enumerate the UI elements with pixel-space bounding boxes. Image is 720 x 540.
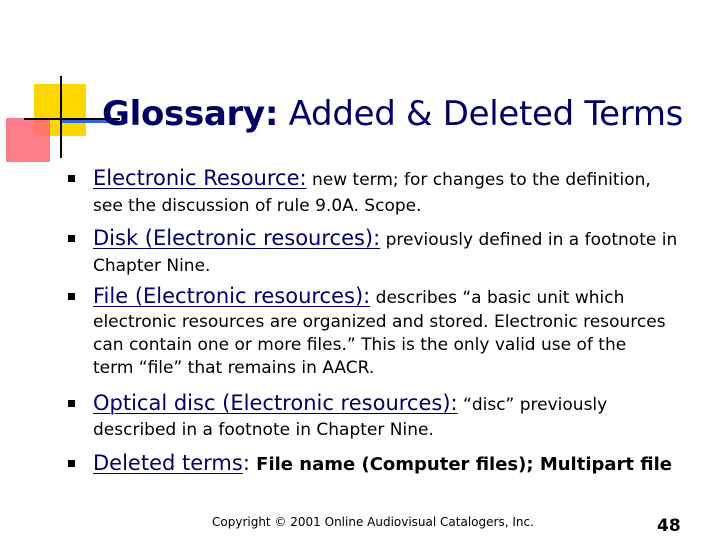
bullet-marker bbox=[68, 235, 75, 242]
bullet-line bbox=[93, 227, 677, 251]
bullet-line-continued: see the discussion of rule 9.0A. Scope. bbox=[93, 196, 422, 216]
bullet-text: previously defined in a footnote in bbox=[380, 230, 678, 250]
bullet-line bbox=[93, 392, 607, 416]
bullet-line bbox=[93, 167, 651, 191]
logo-black-vertical-line bbox=[60, 76, 62, 158]
bullet-marker bbox=[68, 175, 75, 182]
slide-title bbox=[102, 94, 683, 134]
bullet-line-continued: Chapter Nine. bbox=[93, 256, 211, 276]
bullet-line bbox=[93, 285, 624, 309]
slide-logo-decoration bbox=[0, 0, 120, 170]
bullet-marker bbox=[68, 400, 75, 407]
page-number: 48 bbox=[657, 516, 681, 536]
bullet-line bbox=[93, 452, 672, 476]
logo-pink-square bbox=[6, 118, 50, 162]
footer-copyright: Copyright © 2001 Online Audiovisual Catalogers, Inc. bbox=[212, 515, 534, 529]
bullet-marker bbox=[68, 460, 75, 467]
slide-title-rest: Added & Deleted Terms bbox=[278, 94, 684, 134]
bullet-line-continued: can contain one or more files.” This is the only valid use of the bbox=[93, 335, 627, 355]
bullet-text: new term; for changes to the definition, bbox=[306, 170, 651, 190]
bullet-line-continued: electronic resources are organized and stored. Electronic resources bbox=[93, 312, 666, 332]
bullet-lead-term: Disk (Electronic resources): bbox=[93, 226, 381, 250]
bullet-line-continued: term “file” that remains in AACR. bbox=[93, 358, 375, 378]
bullet-lead-term: Optical disc (Electronic resources): bbox=[93, 391, 458, 415]
bullet-text: describes “a basic unit which bbox=[370, 288, 625, 308]
slide-title-bold: Glossary: bbox=[102, 94, 279, 134]
bullet-lead-term: Electronic Resource: bbox=[93, 166, 307, 190]
bullet-lead-term: Deleted terms bbox=[93, 451, 243, 475]
bullet-line-continued: described in a footnote in Chapter Nine. bbox=[93, 420, 434, 440]
bullet-lead-colon: : bbox=[242, 451, 250, 475]
bullet-marker bbox=[68, 293, 75, 300]
bullet-text: “disc” previously bbox=[457, 395, 608, 415]
bullet-lead-term: File (Electronic resources): bbox=[93, 284, 371, 308]
bullet-deleted-terms-list: File name (Computer files); Multipart file bbox=[249, 454, 672, 475]
